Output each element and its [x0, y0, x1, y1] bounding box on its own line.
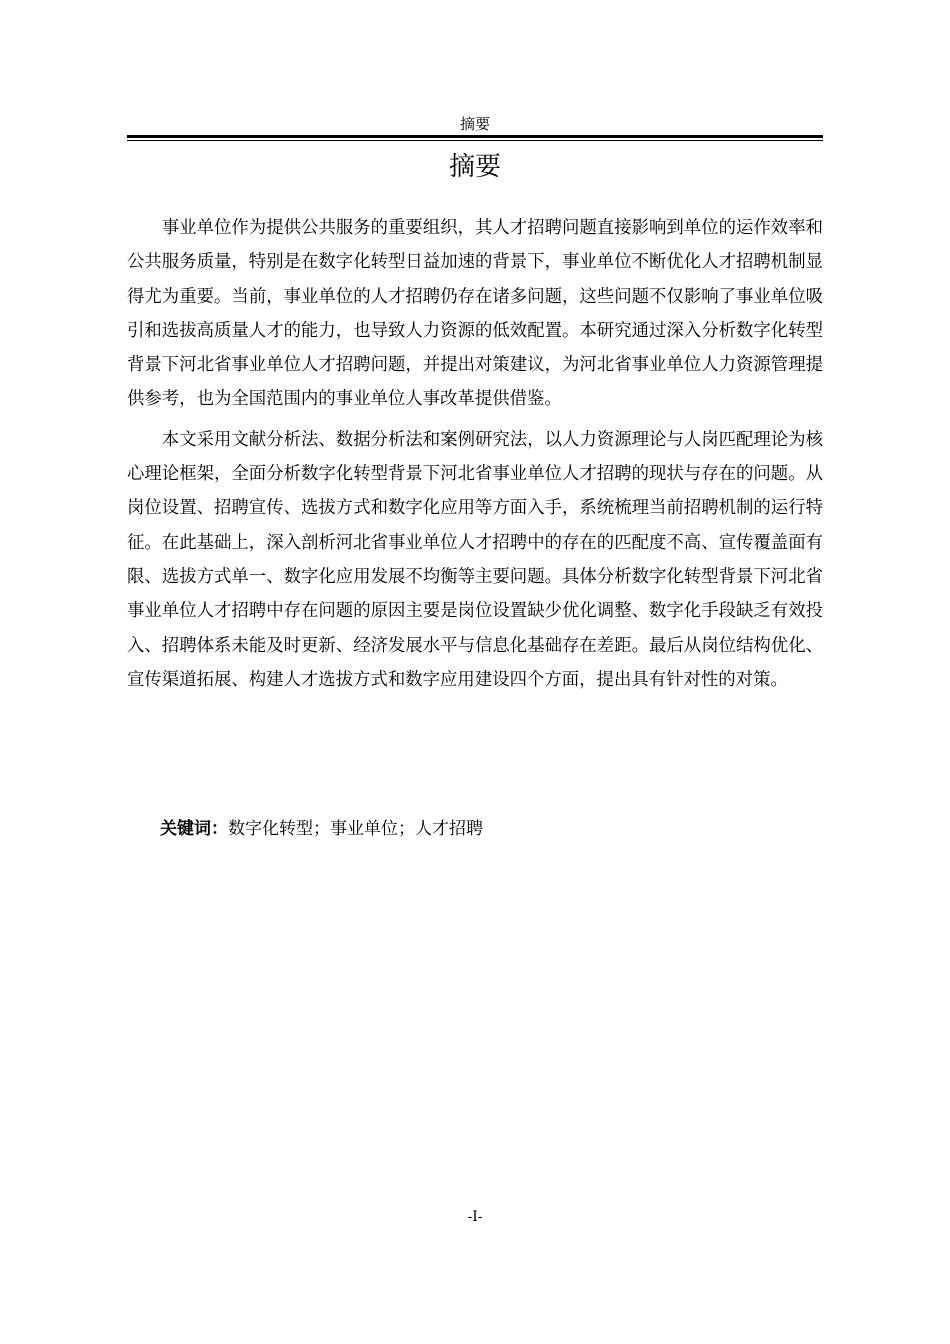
keywords-value: 数字化转型；事业单位；人才招聘 — [228, 819, 483, 839]
header-rule-thick — [127, 135, 823, 138]
header-rule-thin — [127, 140, 823, 141]
page-title: 摘要 — [448, 152, 501, 182]
abstract-body — [127, 211, 823, 703]
running-header: 摘要 — [459, 115, 490, 133]
abstract-paragraph-1: 事业单位作为提供公共服务的重要组织，其人才招聘问题直接影响到单位的运作效率和公共服务质量，特别是在数字化转型日益加速的背景下，事业单位不断优化人才招聘机制显得尤为重要。当前，事业单位的人才招聘仍存在诸多问题，这些问题不仅影响了事业单位吸引和选拔高质量人才的能力，也导致人力资源的低效配置。本研究通过深入分析数字化转型背景下河北省事业单位人才招聘问题，并提出对策建议，为河北省事业单位人力资源管理提供参考，也为全国范围内的事业单位人事改革提供借鉴。 — [127, 218, 823, 410]
keywords-label: 关键词： — [160, 819, 228, 839]
keywords-line — [160, 814, 483, 844]
abstract-paragraph-2: 本文采用文献分析法、数据分析法和案例研究法，以人力资源理论与人岗匹配理论为核心理论框架，全面分析数字化转型背景下河北省事业单位人才招聘的现状与存在的问题。从岗位设置、招聘宣传、选拔方式和数字化应用等方面入手，系统梳理当前招聘机制的运行特征。在此基础上，深入剖析河北省事业单位人才招聘中的存在的匹配度不高、宣传覆盖面有限、选拔方式单一、数字化应用发展不均衡等主要问题。具体分析数字化转型背景下河北省事业单位人才招聘中存在问题的原因主要是岗位设置缺少优化调整、数字化手段缺乏有效投入、招聘体系未能及时更新、经济发展水平与信息化基础存在差距。最后从岗位结构优化、宣传渠道拓展、构建人才选拔方式和数字应用建设四个方面，提出具有针对性的对策。 — [127, 429, 823, 690]
page-number: -I- — [467, 1209, 483, 1225]
